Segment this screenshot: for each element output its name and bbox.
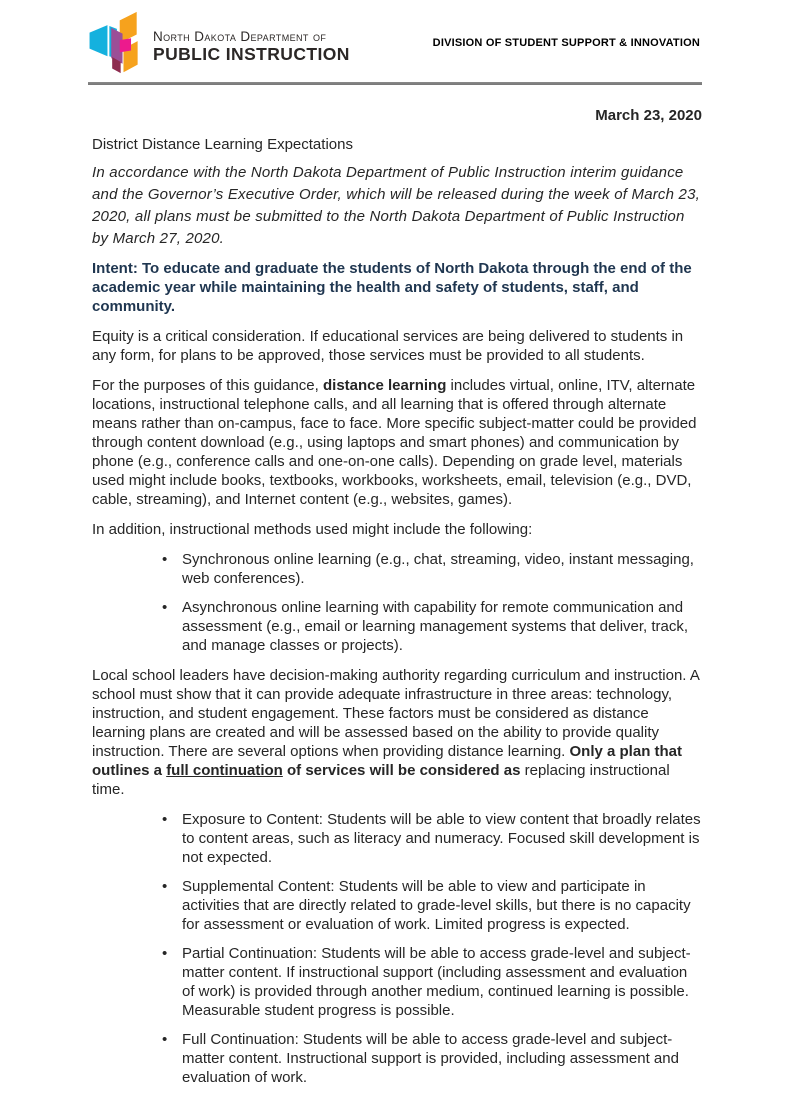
full-continuation-underline: full continuation: [166, 762, 283, 779]
local-bold-post: of services will be considered as: [282, 762, 521, 779]
letter-date: March 23, 2020: [595, 107, 702, 124]
list-item-text: Asynchronous online learning with capability for remote communication and assessment (e.g., email or learning management systems that deliver, track, and manage classes or projects).: [182, 599, 689, 654]
list-item-text: Partial Continuation: Students will be able to access grade-level and subject-matter content. If instructional support (including assessment and evaluation of work) is provided through another medium, continued learning is possible. Measurable student progress is possible.: [182, 945, 691, 1019]
logo-agency-line: PUBLIC INSTRUCTION: [153, 43, 350, 64]
guidance-text-pre: For the purposes of this guidance,: [92, 377, 323, 394]
local-text-post: replacing instructional time.: [92, 762, 670, 798]
logo-wordmark: [153, 23, 350, 64]
options-list: [92, 810, 702, 1087]
list-item: [92, 810, 702, 867]
list-item: [92, 598, 702, 655]
distance-learning-term: distance learning: [322, 377, 447, 394]
logo-org-line: North Dakota Department of: [153, 28, 327, 44]
list-item-text: Exposure to Content: Students will be able to view content that broadly relates to content areas, such as literacy and numeracy. Focused skill development is not expected.: [182, 811, 701, 866]
letter-body: [92, 106, 702, 1098]
list-item-text: Full Continuation: Students will be able to access grade-level and subject-matter content. Instructional support is provided, including assessment and evaluation of work.: [182, 1031, 679, 1086]
guidance-paragraph: [92, 376, 702, 509]
list-item: [92, 550, 702, 588]
local-text-pre: Local school leaders have decision-making authority regarding curriculum and instruction. A school must show that it can provide adequate infrastructure in three areas: technology, instruction, and student engagement. These factors must be considered as distance learning plans are created and will be assessed based on the ability to provide quality instruction. There are several options when providing distance learning.: [92, 667, 699, 760]
in-addition-line: In addition, instructional methods used might include the following:: [92, 521, 533, 538]
division-header: DIVISION OF STUDENT SUPPORT & INNOVATION: [432, 37, 700, 49]
local-leaders-paragraph: [92, 666, 702, 799]
intro-paragraph: In accordance with the North Dakota Department of Public Instruction interim guidance and the Governor’s Executive Order, which will be released during the week of March 23, 2020, all plans must be submitted to the North Dakota Department of Public Instruction by March 27, 2020.: [92, 164, 700, 247]
ndpi-logo-icon: [88, 10, 142, 76]
equity-paragraph: Equity is a critical consideration. If educational services are being delivered to students in any form, for plans to be approved, those services must be provided to all students.: [92, 328, 684, 364]
header-divider: [88, 82, 702, 85]
list-item-text: Synchronous online learning (e.g., chat, streaming, video, instant messaging, web conferences).: [182, 551, 694, 587]
intent-statement: Intent: To educate and graduate the students of North Dakota through the end of the academic year while maintaining the health and safety of students, staff, and community.: [92, 260, 692, 315]
guidance-text-post: includes virtual, online, ITV, alternate locations, instructional telephone calls, and all learning that is offered through alternate means rather than on-campus, face to face. More specific subject-matter could be provided through content download (e.g., using laptops and smart phones) and communication by phone (e.g., conference calls and one-on-one calls). Depending on grade level, materials used might include books, textbooks, workbooks, worksheets, email, television (e.g., DVD, cable, streaming), and Internet content (e.g., websites, games).: [92, 377, 697, 508]
list-item: [92, 944, 702, 1020]
ndpi-logo: [88, 10, 350, 76]
list-item: [92, 1030, 702, 1087]
methods-list: [92, 550, 702, 655]
list-item-text: Supplemental Content: Students will be able to view and participate in activities that are directly related to grade-level skills, but there is no capacity for assessment or evaluation of work. Limited progress is expected.: [182, 878, 691, 933]
local-bold-pre: Only a plan that outlines a: [92, 743, 683, 779]
list-item: [92, 877, 702, 934]
letter-title: District Distance Learning Expectations: [92, 136, 353, 153]
